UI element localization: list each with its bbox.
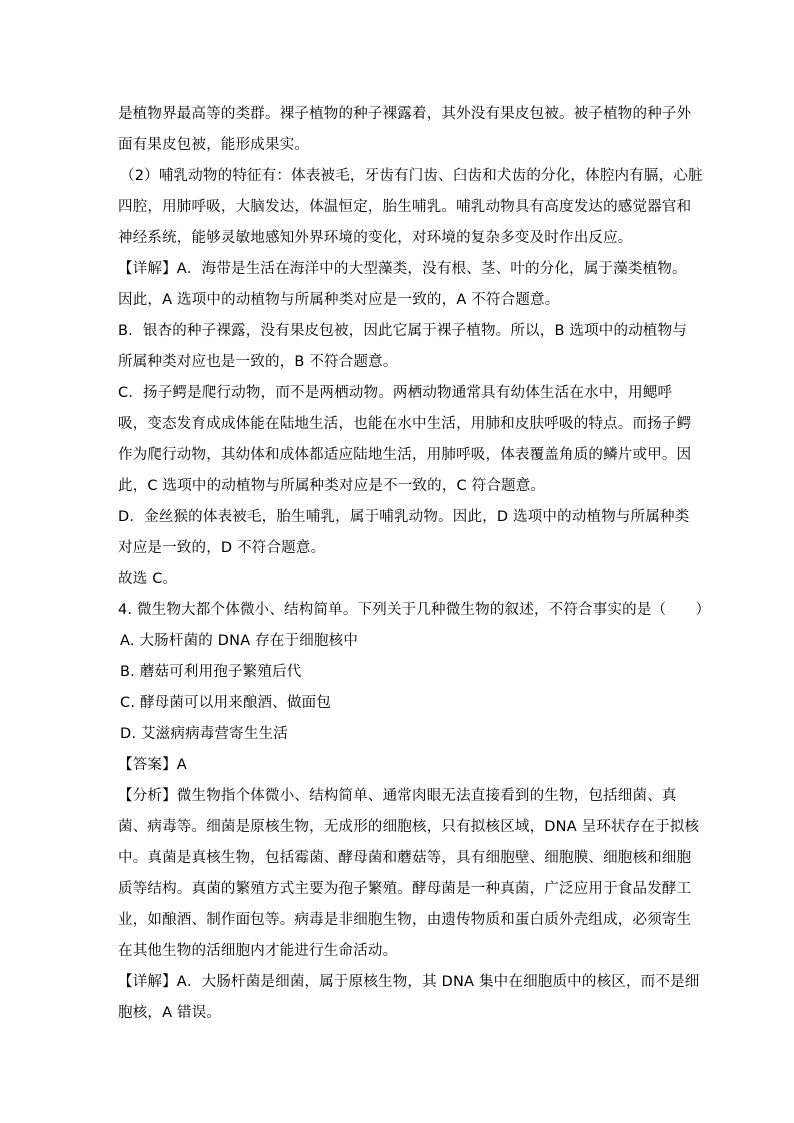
answer-line: 【答案】A [118,757,187,773]
text-line: 是植物界最高等的类群。裸子植物的种子裸露着，其外没有果皮包被。被子植物的种子外 [118,106,692,122]
text-line: 业，如酿酒、制作面包等。病毒是非细胞生物，由遗传物质和蛋白质外壳组成，必须寄生 [118,912,692,928]
text-line: 在其他生物的活细胞内才能进行生命活动。 [118,943,398,959]
text-line: 此，C 选项中的动植物与所属种类对应是不一致的，C 符合题意。 [118,478,546,494]
text-line: 【详解】A．海带是生活在海洋中的大型藻类，没有根、茎、叶的分化，属于藻类植物。 [118,261,687,277]
text-line: 因此，A 选项中的动植物与所属种类对应是一致的，A 不符合题意。 [118,292,560,308]
text-line: 胞核，A 错误。 [118,1005,222,1021]
text-line: B．银杏的种子裸露，没有果皮包被，因此它属于裸子植物。所以，B 选项中的动植物与 [118,323,688,339]
option-a: A. 大肠杆菌的 DNA 存在于细胞核中 [120,633,359,649]
text-line: 对应是一致的，D 不符合题意。 [118,540,326,556]
text-line: 质等结构。真菌的繁殖方式主要为孢子繁殖。酵母菌是一种真菌，广泛应用于食品发酵工 [118,881,692,897]
text-line: 作为爬行动物，其幼体和成体都适应陆地生活，用肺呼吸，体表覆盖角质的鳞片或甲。因 [118,447,692,463]
option-d: D. 艾滋病病毒营寄生生活 [120,726,288,742]
option-c: C. 酵母菌可以用来酿酒、做面包 [120,695,332,711]
text-line: 神经系统，能够灵敏地感知外界环境的变化，对环境的复杂多变及时作出反应。 [118,230,633,246]
text-line: 中。真菌是真核生物，包括霉菌、酵母菌和蘑菇等，具有细胞壁、细胞膜、细胞核和细胞 [118,850,692,866]
text-line: 【分析】微生物指个体微小、结构简单、通常肉眼无法直接看到的生物，包括细菌、真 [118,788,677,804]
text-line: （2）哺乳动物的特征有：体表被毛，牙齿有门齿、臼齿和犬齿的分化，体腔内有膈，心脏 [120,168,703,184]
text-line: 故选 C。 [118,571,178,587]
text-line: C．扬子鳄是爬行动物，而不是两栖动物。两栖动物通常具有幼体生活在水中，用鳃呼 [118,385,673,401]
text-line: 【详解】A．大肠杆菌是细菌，属于原核生物，其 DNA 集中在细胞质中的核区，而不是细 [118,974,700,990]
text-line: 面有果皮包被，能形成果实。 [118,137,310,153]
text-line: 吸，变态发育成成体能在陆地生活，也能在水中生活，用肺和皮肤呼吸的特点。而扬子鳄 [118,416,692,432]
text-line: 所属种类对应也是一致的，B 不符合题意。 [118,354,398,370]
question-stem: 4. 微生物大都个体微小、结构简单。下列关于几种微生物的叙述，不符合事实的是（ ） [118,602,711,618]
text-line: D．金丝猴的体表被毛，胎生哺乳，属于哺乳动物。因此，D 选项中的动植物与所属种类 [118,509,690,525]
option-b: B. 蘑菇可利用孢子繁殖后代 [120,664,302,680]
text-line: 四腔，用肺呼吸，大脑发达，体温恒定，胎生哺乳。哺乳动物具有高度发达的感觉器官和 [118,199,692,215]
text-line: 菌、病毒等。细菌是原核生物，无成形的细胞核，只有拟核区域，DNA 呈环状存在于拟核 [118,819,700,835]
